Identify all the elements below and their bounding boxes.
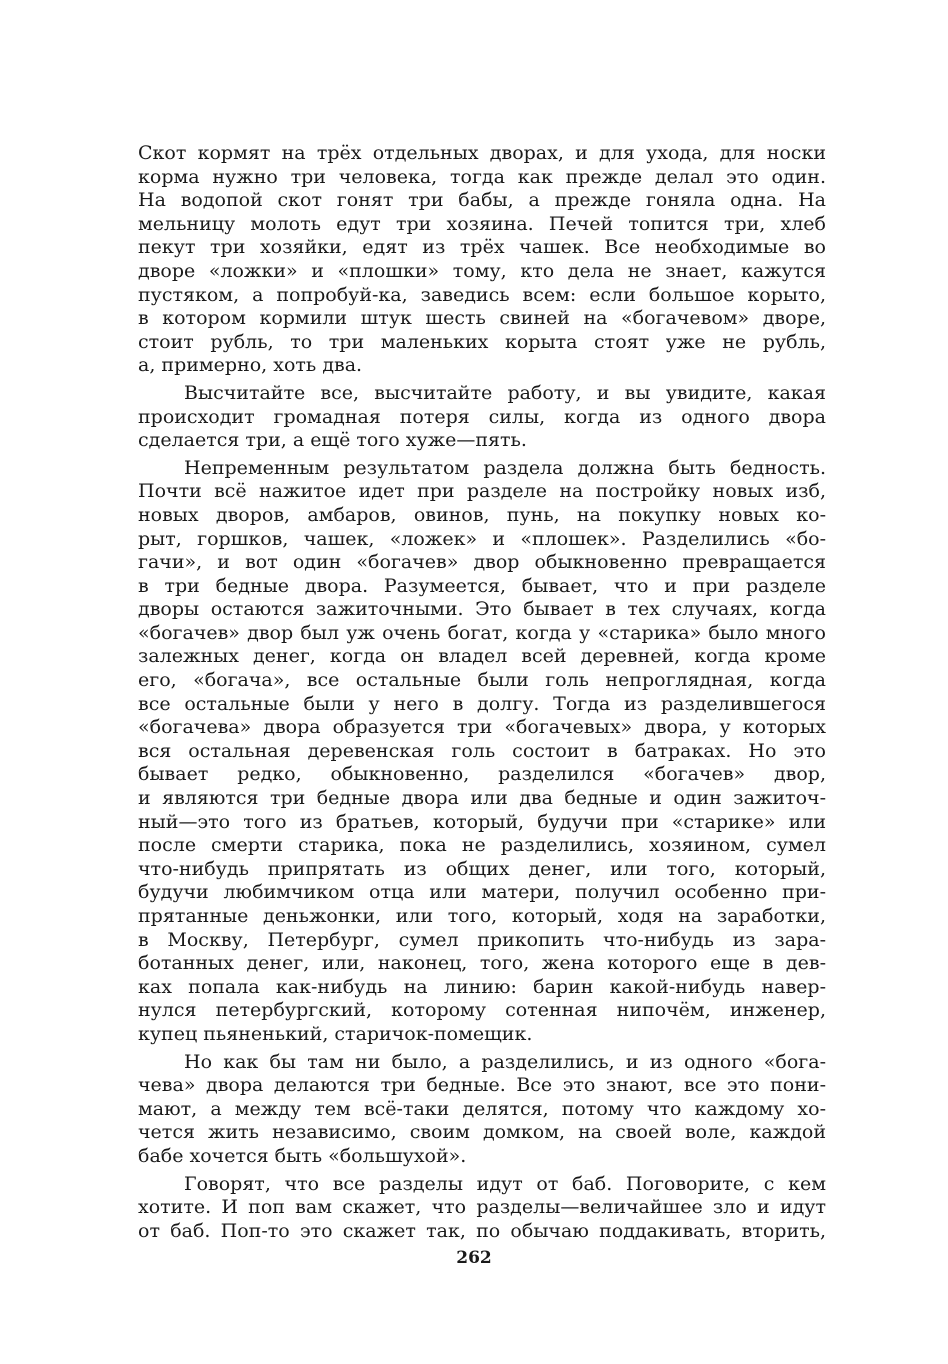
text-line: Непременным результатом раздела должна быть бедность. [184, 456, 826, 479]
page-number: 262 [456, 1248, 492, 1268]
text-line: бывает редко, обыкновенно, разделился «богачев» двор, [138, 763, 826, 786]
text-line: новых дворов, амбаров, овинов, пунь, на покупку новых ко- [138, 503, 826, 526]
text-line: залежных денег, когда он владел всей деревней, когда кроме [138, 645, 826, 668]
text-line: пекут три хозяйки, едят из трёх чашек. Все необходимые во [138, 236, 826, 259]
text-line: нулся петербургский, которому сотенная нипочём, инженер, [138, 999, 826, 1022]
text-line: гачи», и вот один «богачев» двор обыкновенно превращается [138, 551, 826, 574]
paragraph [138, 1173, 826, 1244]
text-line: что-нибудь припрятать из общих денег, или того, который, [138, 857, 826, 880]
text-line: а, примерно, хоть два. [138, 354, 363, 377]
text-line: ботанных денег, или, наконец, того, жена которого еще в дев- [138, 952, 826, 975]
text-line: рыт, горшков, чашек, «ложек» и «плошек». Разделились «бо- [138, 527, 826, 550]
text-line: его, «богача», все остальные были голь непроглядная, когда [138, 669, 826, 692]
text-line: хотите. И поп вам скажет, что разделы—величайшее зло и идут [138, 1196, 826, 1219]
body-text [138, 142, 826, 1243]
paragraph [138, 382, 826, 453]
text-line: происходит громадная потеря силы, когда из одного двора [138, 405, 826, 428]
text-line: мают, а между тем всё-таки делятся, потому что каждому хо- [138, 1097, 826, 1120]
text-line: ках попала как-нибудь на линию: барин какой-нибудь навер- [138, 975, 826, 998]
text-line: от баб. Поп-то это скажет так, по обычаю поддакивать, вторить, [138, 1219, 826, 1242]
text-line: в Москву, Петербург, сумел прикопить что-нибудь из зара- [138, 928, 826, 951]
text-line: прятанные деньжонки, или того, который, ходя на заработки, [138, 905, 826, 927]
text-line: все остальные были у него в долгу. Тогда из разделившегося [138, 692, 826, 715]
text-line: будучи любимчиком отца или матери, получил особенно при- [138, 881, 826, 904]
text-line: бабе хочется быть «большухой». [138, 1144, 467, 1167]
text-line: «богачев» двор был уж очень богат, когда у «старика» было много [138, 621, 826, 644]
text-line: вся остальная деревенская голь состоит в батраках. Но это [138, 739, 826, 762]
text-line: мельницу молоть едут три хозяина. Печей топится три, хлеб [138, 212, 826, 235]
text-line: и являются три бедные двора или два бедные и один зажиточ- [138, 787, 826, 810]
text-line: Высчитайте все, высчитайте работу, и вы увидите, какая [184, 381, 826, 404]
paragraph [138, 1051, 826, 1169]
text-line: ный—это того из братьев, который, будучи при «старике» или [138, 810, 826, 833]
text-line: в три бедные двора. Разумеется, бывает, что и при разделе [138, 574, 826, 597]
text-line: Скот кормят на трёх отдельных дворах, и для ухода, для носки [138, 142, 826, 164]
paragraph [138, 457, 826, 1047]
text-line: Почти всё нажитое идет при разделе на постройку новых изб, [138, 480, 826, 503]
text-line: чева» двора делаются три бедные. Все это знают, все это пони- [138, 1074, 826, 1097]
text-line: пустяком, а попробуй-ка, заведись всем: если большое корыто, [138, 283, 826, 306]
paragraph [138, 142, 826, 378]
text-line: стоит рубль, то три маленьких корыта стоят уже не рубль, [138, 330, 826, 353]
text-line: «богачева» двора образуется три «богачевых» двора, у которых [138, 716, 826, 739]
text-line: в котором кормили штук шесть свиней на «богачевом» дворе, [138, 307, 826, 330]
text-line: купец пьяненький, старичок-помещик. [138, 1022, 533, 1045]
text-line: чется жить независимо, своим домком, на своей воле, каждой [138, 1121, 826, 1144]
text-line: На водопой скот гонят три бабы, а прежде гоняла одна. На [138, 189, 826, 212]
text-line: дворы остаются зажиточными. Это бывает в тех случаях, когда [138, 598, 826, 621]
text-line: сделается три, а ещё того хуже—пять. [138, 429, 527, 452]
text-line: дворе «ложки» и «плошки» тому, кто дела не знает, кажутся [138, 259, 826, 282]
text-line: Но как бы там ни было, а разделились, и из одного «бога- [184, 1050, 826, 1073]
text-line: Говорят, что все разделы идут от баб. Поговорите, с кем [184, 1172, 826, 1195]
text-line: после смерти старика, пока не разделились, хозяином, сумел [138, 834, 826, 857]
text-line: корма нужно три человека, тогда как прежде делал это один. [138, 165, 826, 188]
